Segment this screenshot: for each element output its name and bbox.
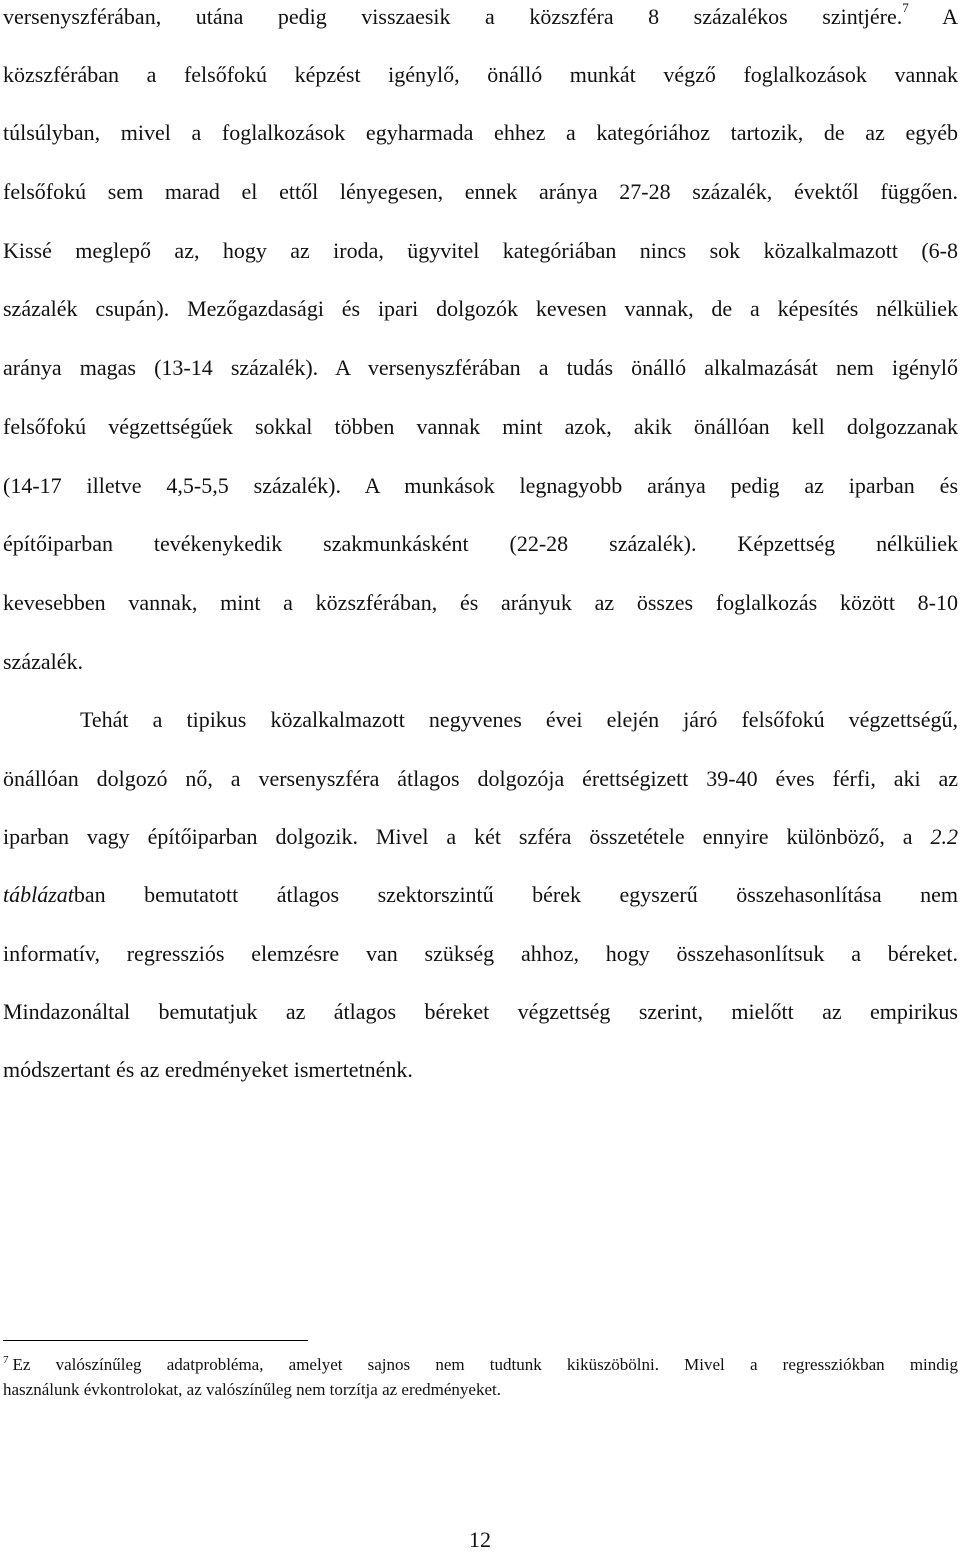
paragraph-line: túlsúlyban, mivel a foglalkozások egyharmada ehhez a kategóriához tartozik, de az egyéb <box>3 120 958 145</box>
footnote-reference[interactable]: 7 <box>902 0 909 15</box>
paragraph-line: százalék. <box>3 649 83 674</box>
footnote-line <box>3 1354 958 1378</box>
text-segment: ban bemutatott átlagos szektorszintű bérek egyszerű összehasonlítása nem <box>73 882 958 907</box>
page-number: 12 <box>469 1527 491 1552</box>
text-segment: iparban vagy építőiparban dolgozik. Mivel a két szféra összetétele ennyire különböző, a <box>3 824 913 849</box>
paragraph-line: közszférában a felsőfokú képzést igénylő, önálló munkát végző foglalkozások vannak <box>3 62 958 87</box>
paragraph-line: Mindazonáltal bemutatjuk az átlagos béreket végzettség szerint, mielőtt az empirikus <box>3 999 958 1024</box>
paragraph-line: Kissé meglepő az, hogy az iroda, ügyvitel kategóriában nincs sok közalkalmazott (6-8 <box>3 238 958 263</box>
paragraph-line: Tehát a tipikus közalkalmazott negyvenes évei elején járó felsőfokú végzettségű, <box>80 707 958 732</box>
footnote-separator <box>3 1340 308 1341</box>
paragraph-line: százalék csupán). Mezőgazdasági és ipari dolgozók kevesen vannak, de a képesítés nélküliek <box>3 296 958 321</box>
paragraph-line: építőiparban tevékenykedik szakmunkásként (22-28 százalék). Képzettség nélküliek <box>3 531 958 556</box>
footnote-line: használunk évkontrolokat, az valószínűleg nem torzítja az eredményeket. <box>3 1380 501 1399</box>
footnote-mark: 7 <box>3 1354 9 1366</box>
table-reference-word[interactable]: táblázat <box>3 882 74 907</box>
text-segment: A <box>942 4 958 29</box>
paragraph-line: felsőfokú végzettségűek sokkal többen vannak mint azok, akik önállóan kell dolgozzanak <box>3 414 958 439</box>
paragraph-line: felsőfokú sem marad el ettől lényegesen, ennek aránya 27-28 százalék, évektől függően. <box>3 179 958 204</box>
paragraph-line: módszertant és az eredményeket ismertetnénk. <box>3 1057 413 1082</box>
text-segment: versenyszférában, utána pedig visszaesik a közszféra 8 százalékos szintjére. <box>3 4 903 29</box>
paragraph-line <box>3 822 958 852</box>
paragraph-line <box>3 880 958 910</box>
paragraph-line: önállóan dolgozó nő, a versenyszféra átlagos dolgozója érettségizett 39-40 éves férfi, aki az <box>3 766 958 791</box>
paragraph-line: aránya magas (13-14 százalék). A versenyszférában a tudás önálló alkalmazását nem igénylő <box>3 355 958 380</box>
paragraph-line: (14-17 illetve 4,5-5,5 százalék). A munkások legnagyobb aránya pedig az iparban és <box>3 473 958 498</box>
table-reference-number[interactable]: 2.2 <box>930 824 958 849</box>
footnote-text: Ez valószínűleg adatprobléma, amelyet sajnos nem tudtunk kiküszöbölni. Mivel a regressziókban mindig <box>12 1355 958 1374</box>
paragraph-line <box>3 2 958 32</box>
paragraph-line: informatív, regressziós elemzésre van szükség ahhoz, hogy összehasonlítsuk a béreket. <box>3 941 958 966</box>
paragraph-line: kevesebben vannak, mint a közszférában, és arányuk az összes foglalkozás között 8-10 <box>3 590 958 615</box>
